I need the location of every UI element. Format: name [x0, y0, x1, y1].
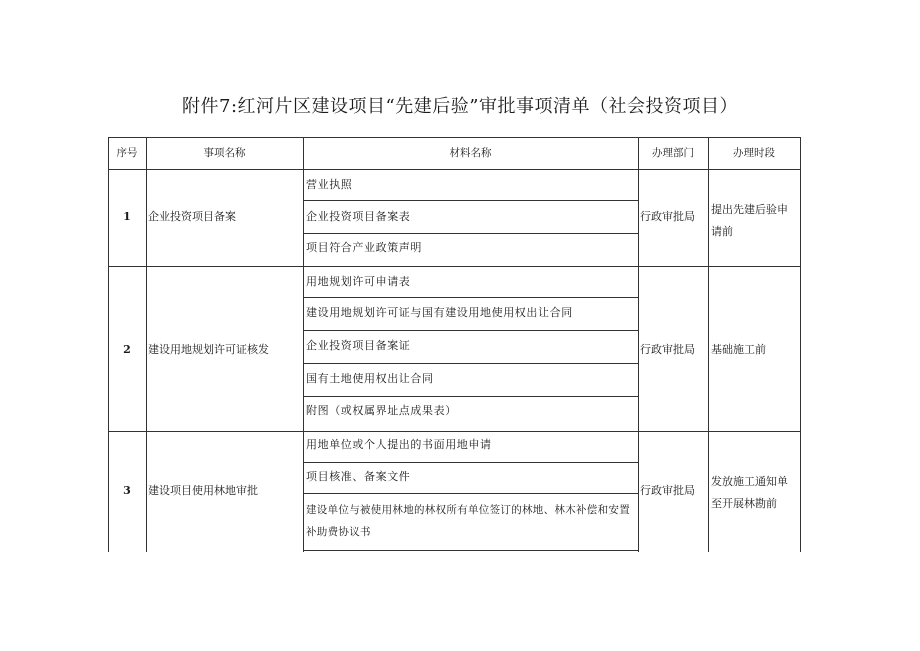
row-divider — [108, 431, 801, 432]
material-item: 企业投资项目备案表 — [306, 210, 411, 223]
approval-table — [108, 137, 801, 552]
table-border-right — [800, 137, 801, 552]
material-item: 用地规划许可申请表 — [306, 275, 411, 288]
row-divider — [108, 266, 801, 267]
material-item: 建设单位与被使用林地的林权所有单位签订的林地、林木补偿和安置补助费协议书 — [306, 504, 630, 538]
material-item: 企业投资项目备案证 — [306, 339, 411, 352]
material-item: 营业执照 — [306, 178, 353, 191]
handling-dept: 行政审批局 — [640, 343, 695, 356]
handling-dept: 行政审批局 — [640, 484, 695, 497]
handling-time: 提出先建后验申请前 — [711, 203, 788, 238]
material-item: 用地单位或个人提出的书面用地申请 — [306, 438, 492, 451]
header-dept: 办理部门 — [652, 147, 694, 159]
material-divider — [303, 200, 638, 201]
handling-time: 基础施工前 — [711, 343, 766, 356]
material-bottom-line — [303, 550, 638, 551]
item-name: 企业投资项目备案 — [148, 210, 236, 223]
column-divider — [303, 137, 304, 552]
material-divider — [303, 396, 638, 397]
column-divider — [638, 137, 639, 552]
material-item: 项目核准、备案文件 — [306, 470, 411, 483]
header-time: 办理时段 — [733, 147, 775, 159]
material-divider — [303, 363, 638, 364]
material-item: 建设用地规划许可证与国有建设用地使用权出让合同 — [306, 306, 573, 319]
material-divider — [303, 233, 638, 234]
material-divider — [303, 493, 638, 494]
handling-time: 发放施工通知单至开展林勘前 — [711, 475, 788, 510]
column-divider — [708, 137, 709, 552]
table-border-top — [108, 137, 801, 138]
material-divider — [303, 330, 638, 331]
row-number: 1 — [123, 210, 131, 223]
header-divider — [108, 169, 801, 170]
column-divider — [146, 137, 147, 552]
material-item: 附图（或权属界址点成果表） — [306, 404, 457, 417]
material-divider — [303, 297, 638, 298]
header-materials: 材料名称 — [449, 147, 492, 159]
item-name: 建设用地规划许可证核发 — [148, 343, 269, 356]
row-number: 3 — [123, 484, 131, 497]
header-item: 事项名称 — [203, 147, 246, 159]
document-title: 附件7:红河片区建设项目“先建后验”审批事项清单（社会投资项目） — [182, 96, 738, 117]
row-number: 2 — [123, 343, 131, 356]
header-no: 序号 — [116, 147, 138, 159]
handling-dept: 行政审批局 — [640, 210, 695, 223]
material-item: 项目符合产业政策声明 — [306, 241, 422, 254]
material-divider — [303, 462, 638, 463]
material-item: 国有土地使用权出让合同 — [306, 372, 434, 385]
item-name: 建设项目使用林地审批 — [148, 484, 258, 497]
